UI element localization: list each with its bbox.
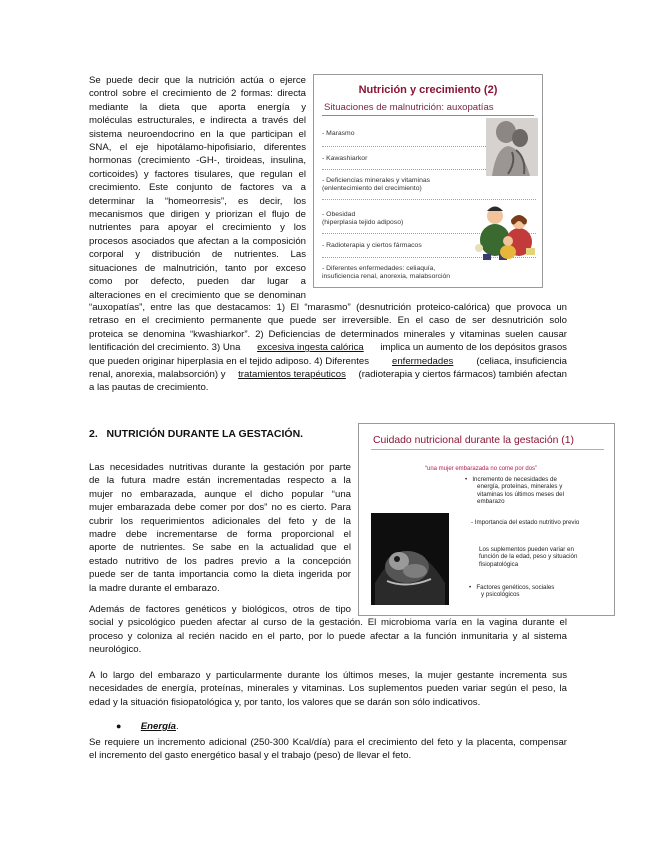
slide-divider bbox=[322, 115, 534, 116]
intro-line: como por defecto, pueden dar lugar a bbox=[89, 276, 306, 288]
energia-line: el incremento del gasto energético basal y el trabajo (peso) de llevar el feto. bbox=[89, 750, 412, 762]
gestacion-left-column bbox=[89, 461, 351, 595]
gestacion-line: aporte de nutrientes. Se sabe en la actualidad que el bbox=[89, 542, 351, 554]
gestacion-line: edad y la situación fisiopatológica y, por tanto, los valores que se darán son sólo indicativos. bbox=[89, 696, 481, 708]
bullet-dot: ● bbox=[116, 721, 122, 731]
slide-subtitle: Situaciones de malnutrición: auxopatías bbox=[324, 102, 494, 113]
slide-text: fisiopatológica bbox=[479, 560, 519, 568]
slide-text: embarazo bbox=[477, 498, 505, 506]
gestacion-line: cubrir los requerimientos adicionales del feto y de la bbox=[89, 515, 351, 527]
intro-line bbox=[89, 341, 567, 354]
slide-cuidado-gestacion bbox=[358, 423, 615, 616]
intro-text: (radioterapia y ciertos fármacos) también afectan bbox=[358, 369, 567, 381]
slide-text: vitaminas los últimos meses del bbox=[477, 490, 564, 498]
slide-text: Los suplementos pueden variar en bbox=[479, 546, 574, 553]
slide-item: - Deficiencias minerales y vitaminas bbox=[322, 177, 431, 184]
intro-text: (celiaca, insuficiencia bbox=[476, 355, 567, 367]
energia-line: Se requiere un incremento adicional (250-300 Kcal/día) para el crecimiento del feto y la placenta, compensar bbox=[89, 737, 567, 748]
slide-item: insuficiencia renal, anorexia, malabsorción bbox=[322, 273, 451, 280]
slide-item: - Kawashiarkor bbox=[322, 155, 368, 162]
gestacion-line: puede ser de tanta importancia como la dieta ingerida por bbox=[89, 569, 351, 581]
slide-item: - Radioterapia y ciertos fármacos bbox=[322, 242, 422, 249]
gestacion-line: mujer embarazada debe comer por dos” no es cierto. Para bbox=[89, 502, 351, 514]
intro-line: Se puede decir que la nutrición actúa o ejerce bbox=[89, 75, 306, 86]
slide-bullet-4 bbox=[469, 584, 554, 599]
gestacion-line: mujer no embarazada, aunque el dicho popular “una bbox=[89, 488, 351, 500]
gestacion-line: neurológico. bbox=[89, 644, 142, 656]
intro-line: “auxopatías”, entre las que destacamos: 1) El “marasmo” (desnutrición proteico-calórica) que provoca un bbox=[89, 302, 567, 313]
section-heading-gestacion: 2. NUTRICIÓN DURANTE LA GESTACIÓN. bbox=[89, 428, 304, 440]
intro-line: procesos asociados que afectan a la composición bbox=[89, 235, 306, 247]
slide-item: (hiperplasia tejido adiposo) bbox=[322, 219, 404, 226]
intro-left-column bbox=[89, 74, 306, 302]
intro-line: a las pautas de crecimiento. bbox=[89, 382, 209, 394]
intro-line: mediante la dieta que aporta energía y bbox=[89, 101, 306, 113]
slide-bullet-2: - Importancia del estado nutritivo previo bbox=[471, 519, 580, 526]
gestacion-line: Las necesidades nutritivas durante la gestación por parte bbox=[89, 462, 351, 473]
ultrasound-scan-icon bbox=[371, 513, 449, 605]
gestacion-line: estado nutritivo de los padres previo a la concepción bbox=[89, 555, 351, 567]
energia-bullet bbox=[116, 720, 179, 733]
slide-bullet-3 bbox=[479, 546, 577, 568]
slide-item: (enlentecimiento del crecimiento) bbox=[322, 185, 422, 192]
slide-title: Nutrición y crecimiento (2) bbox=[358, 84, 498, 96]
intro-line: nutrientes para apoyar el crecimiento y los bbox=[89, 222, 306, 234]
energia-label: Energía bbox=[140, 721, 176, 732]
intro-text: que pueden originar hiperplasia en el tejido adiposo. 4) Diferentes bbox=[89, 355, 370, 367]
intro-line: moléculas estructurales, e indirecta a través del bbox=[89, 115, 306, 127]
ultrasound-image bbox=[371, 513, 449, 605]
intro-text: renal, anorexia, malabsorción) y bbox=[89, 369, 226, 381]
tratamientos-link[interactable]: tratamientos terapéuticos bbox=[238, 369, 346, 381]
slide-bullet-1 bbox=[465, 476, 564, 506]
slide-quote: “una mujer embarazada no come por dos” bbox=[425, 466, 538, 472]
intro-full-width bbox=[89, 301, 567, 395]
intro-text: implica un aumento de los depósitos grasos bbox=[380, 342, 567, 354]
gestacion-line: de la futura madre están incrementadas respecto a la bbox=[89, 475, 351, 487]
intro-line: determinar la “homeorresis”, es decir, los bbox=[89, 195, 306, 207]
intro-line: SNA, el eje hipotálamo-hipofisiario, diferentes bbox=[89, 142, 306, 154]
gestacion-line: la madre durante el embarazo. bbox=[89, 582, 220, 594]
energia-paragraph bbox=[89, 736, 567, 763]
excesiva-ingesta-link[interactable]: excesiva ingesta calórica bbox=[257, 342, 364, 354]
slide-title: Cuidado nutricional durante la gestación (1) bbox=[373, 435, 575, 446]
slide-nutricion-crecimiento bbox=[313, 74, 543, 288]
slide-item: - Obesidad bbox=[322, 211, 356, 218]
malnourished-child-photo bbox=[486, 118, 538, 176]
slide-item: - Marasmo bbox=[322, 130, 355, 137]
slide-divider bbox=[371, 449, 604, 450]
slide-text: y psicológicos bbox=[481, 591, 520, 599]
intro-line: corticoides) y factores tisulares, que regulan el bbox=[89, 168, 306, 180]
slide-text: • Factores genéticos, sociales bbox=[469, 584, 555, 591]
intro-line: retraso en el crecimiento permanente que puede ser irreversible. En el caso de ser desnutrición solo bbox=[89, 315, 567, 327]
intro-line: crecimiento. Este conjunto de factores va a bbox=[89, 182, 306, 194]
intro-text: lentificación del crecimiento. 3) Una bbox=[89, 342, 241, 354]
intro-line: hormonas (crecimiento -GH-, tiroideas, insulina, bbox=[89, 155, 306, 167]
intro-line bbox=[89, 355, 567, 368]
intro-line bbox=[89, 368, 567, 381]
energia-period: . bbox=[175, 721, 179, 732]
slide-text: • Incremento de necesidades de bbox=[465, 476, 557, 483]
intro-line: alteraciones en el crecimiento que se denominan bbox=[89, 289, 306, 301]
gestacion-line: necesidades de energía, proteínas, minerales y vitaminas. Los suplementos pueden variar según el peso, la bbox=[89, 683, 567, 695]
intro-line: control sobre el crecimiento de 2 formas: directa bbox=[89, 88, 306, 100]
intro-line: situaciones de malnutrición, tanto por exceso bbox=[89, 262, 306, 274]
gestacion-line: A lo largo del embarazo y particularmente durante los últimos meses, la mujer gestante incrementa sus bbox=[89, 670, 567, 681]
intro-line: proteica se denomina “kwashiarkor”. 2) Deficiencias de determinados minerales y vitaminas suelen causar bbox=[89, 328, 567, 340]
gestacion-line: proceso y coloniza al recién nacido en el parto, por lo puede afectar a la función inmunitaria y al sistema bbox=[89, 630, 567, 642]
obese-family-illustration bbox=[471, 196, 537, 260]
gestacion-line: madre debe incrementarse de forma proporcional el bbox=[89, 529, 351, 541]
intro-line: mecanismos que dirigen y priorizan el flujo de bbox=[89, 209, 306, 221]
enfermedades-link[interactable]: enfermedades bbox=[392, 355, 454, 367]
gestacion-line: social y psicológico pueden afectar al curso de la gestación. El microbioma varía en la vagina durante el bbox=[89, 617, 567, 629]
slide-item: - Diferentes enfermedades: celiaquía, bbox=[322, 265, 436, 272]
gestacion-para-3 bbox=[89, 669, 567, 709]
slide-text: energía, proteínas, minerales y bbox=[477, 483, 563, 491]
intro-line: sistema neuroendocrino en la que participan el bbox=[89, 128, 306, 140]
gestacion-line: Además de factores genéticos y biológicos, otros de tipo bbox=[89, 604, 351, 615]
slide-text: función de la edad, peso y situación bbox=[479, 553, 578, 561]
intro-line: corporal y distribución de nutrientes. Las bbox=[89, 249, 306, 261]
